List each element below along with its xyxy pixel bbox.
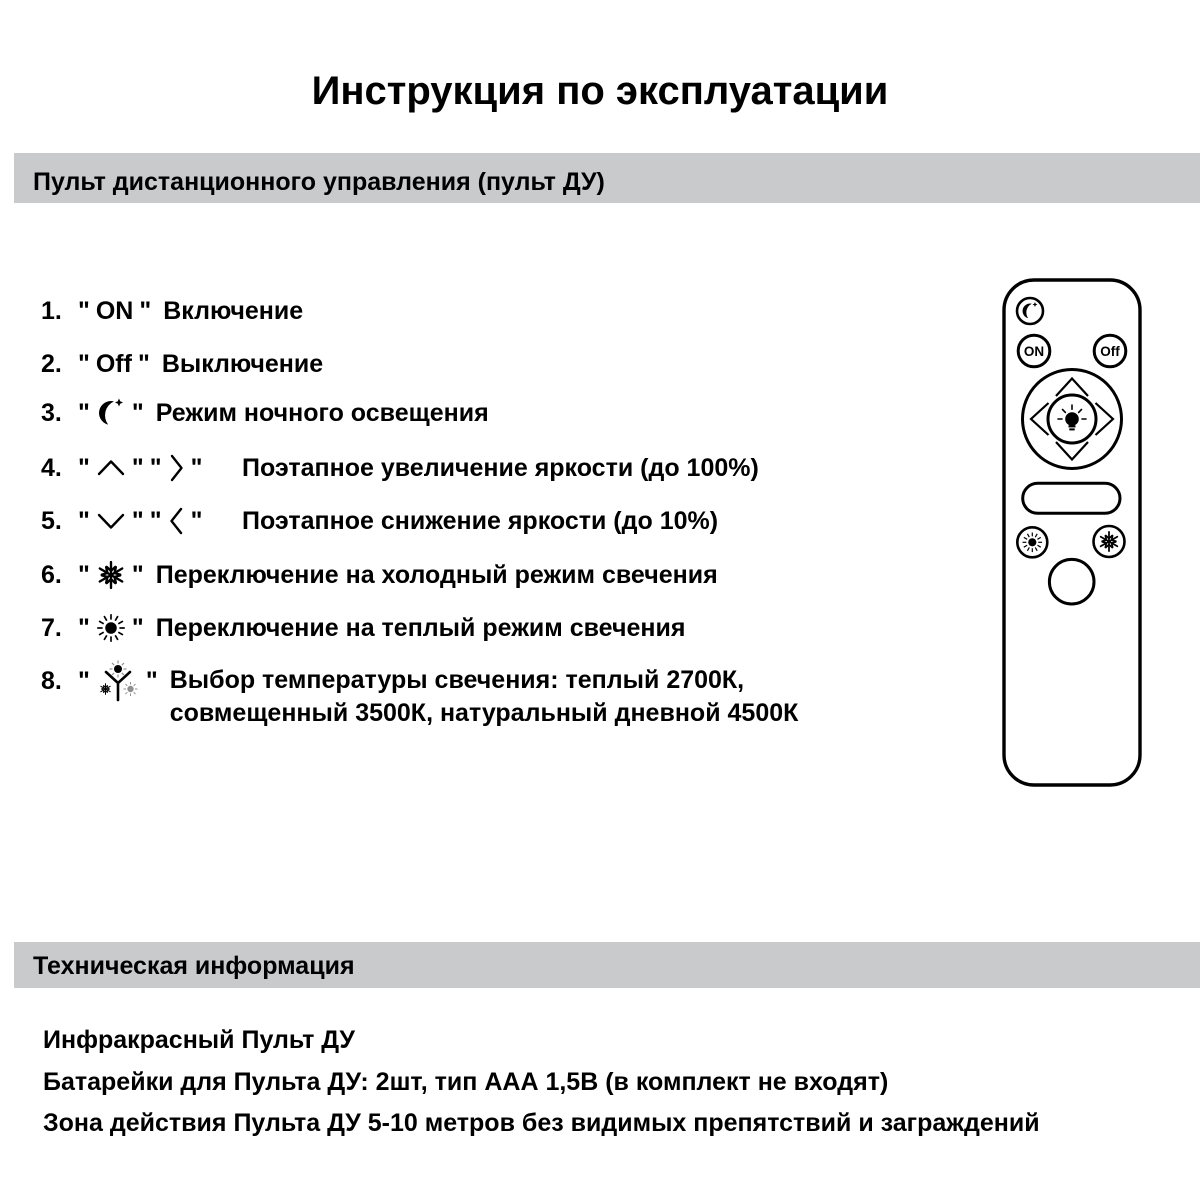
tech-info-line: Батарейки для Пульта ДУ: 2шт, тип ААА 1,5В (в комплект не входят) [43, 1068, 889, 1096]
button-symbols [78, 347, 150, 381]
remote-off-label: Off [1100, 344, 1120, 359]
quote-mark: " [131, 507, 144, 535]
list-item [41, 451, 759, 485]
button-symbols [78, 611, 144, 645]
quote-mark: " [78, 297, 90, 325]
quote-mark: " [131, 399, 144, 427]
list-item-description: Переключение на холодный режим свечения [155, 561, 718, 589]
button-symbols [78, 664, 158, 697]
quote-mark: " [137, 350, 150, 378]
list-item [41, 294, 303, 328]
description-line: совмещенный 3500К, натуральный дневной 4500К [169, 699, 799, 727]
quote-mark: " [190, 454, 203, 482]
button-symbols [78, 504, 230, 538]
on-button-label: ON [95, 297, 134, 325]
list-item-number: 8. [41, 667, 62, 695]
quote-mark: " [149, 507, 162, 535]
quote-mark: " [78, 614, 90, 642]
section-heading-remote: Пульт дистанционного управления (пульт ДУ) [14, 153, 1200, 203]
sun-warm-mode-icon [96, 613, 126, 643]
button-symbols [78, 294, 151, 328]
list-item [41, 347, 323, 381]
quote-mark: " [131, 454, 144, 482]
list-item [41, 664, 798, 730]
list-item-number: 6. [41, 561, 62, 589]
list-item-number: 5. [41, 507, 62, 535]
quote-mark: " [149, 454, 162, 482]
quote-mark: " [131, 614, 144, 642]
list-item [41, 396, 489, 430]
chevron-up-icon [96, 458, 126, 478]
list-item-number: 1. [41, 297, 62, 325]
quote-mark: " [145, 666, 158, 695]
tech-info-line: Инфракрасный Пульт ДУ [43, 1026, 355, 1054]
off-button-label: Off [95, 350, 132, 378]
snowflake-cold-mode-icon [96, 560, 126, 590]
chevron-right-icon [168, 453, 185, 483]
quote-mark: " [78, 350, 90, 378]
chevron-left-icon [168, 506, 185, 536]
section-heading-technical: Техническая информация [14, 942, 1200, 988]
quote-mark: " [190, 507, 203, 535]
list-item-number: 2. [41, 350, 62, 378]
quote-mark: " [131, 561, 144, 589]
list-item-number: 7. [41, 614, 62, 642]
quote-mark: " [78, 507, 90, 535]
quote-mark: " [78, 666, 90, 695]
tech-info-line: Зона действия Пульта ДУ 5-10 метров без видимых препятствий и заграждений [43, 1109, 1040, 1137]
list-item [41, 558, 718, 592]
list-item-description: Поэтапное увеличение яркости (до 100%) [242, 454, 759, 482]
button-symbols [78, 396, 144, 430]
button-symbols [78, 558, 144, 592]
remote-control-diagram [1002, 278, 1142, 787]
list-item-description: Включение [163, 297, 304, 325]
description-line: Выбор температуры свечения: теплый 2700К, [169, 666, 745, 694]
page-title: Инструкция по эксплуатации [311, 69, 889, 113]
quote-mark: " [78, 399, 90, 427]
quote-mark: " [139, 297, 152, 325]
quote-mark: " [78, 561, 90, 589]
list-item [41, 504, 718, 538]
list-item [41, 611, 685, 645]
list-item-description: Поэтапное снижение яркости (до 10%) [242, 507, 719, 535]
list-item-description: Выключение [161, 350, 324, 378]
list-item-number: 4. [41, 454, 62, 482]
chevron-down-icon [96, 511, 126, 531]
moon-night-mode-icon [96, 397, 126, 429]
quote-mark: " [78, 454, 90, 482]
color-temperature-select-icon [96, 657, 140, 705]
list-item-number: 3. [41, 399, 62, 427]
list-item-description [170, 664, 799, 730]
list-item-description: Режим ночного освещения [155, 399, 489, 427]
button-symbols [78, 451, 230, 485]
remote-on-label: ON [1023, 344, 1045, 359]
list-item-description: Переключение на теплый режим свечения [155, 614, 686, 642]
